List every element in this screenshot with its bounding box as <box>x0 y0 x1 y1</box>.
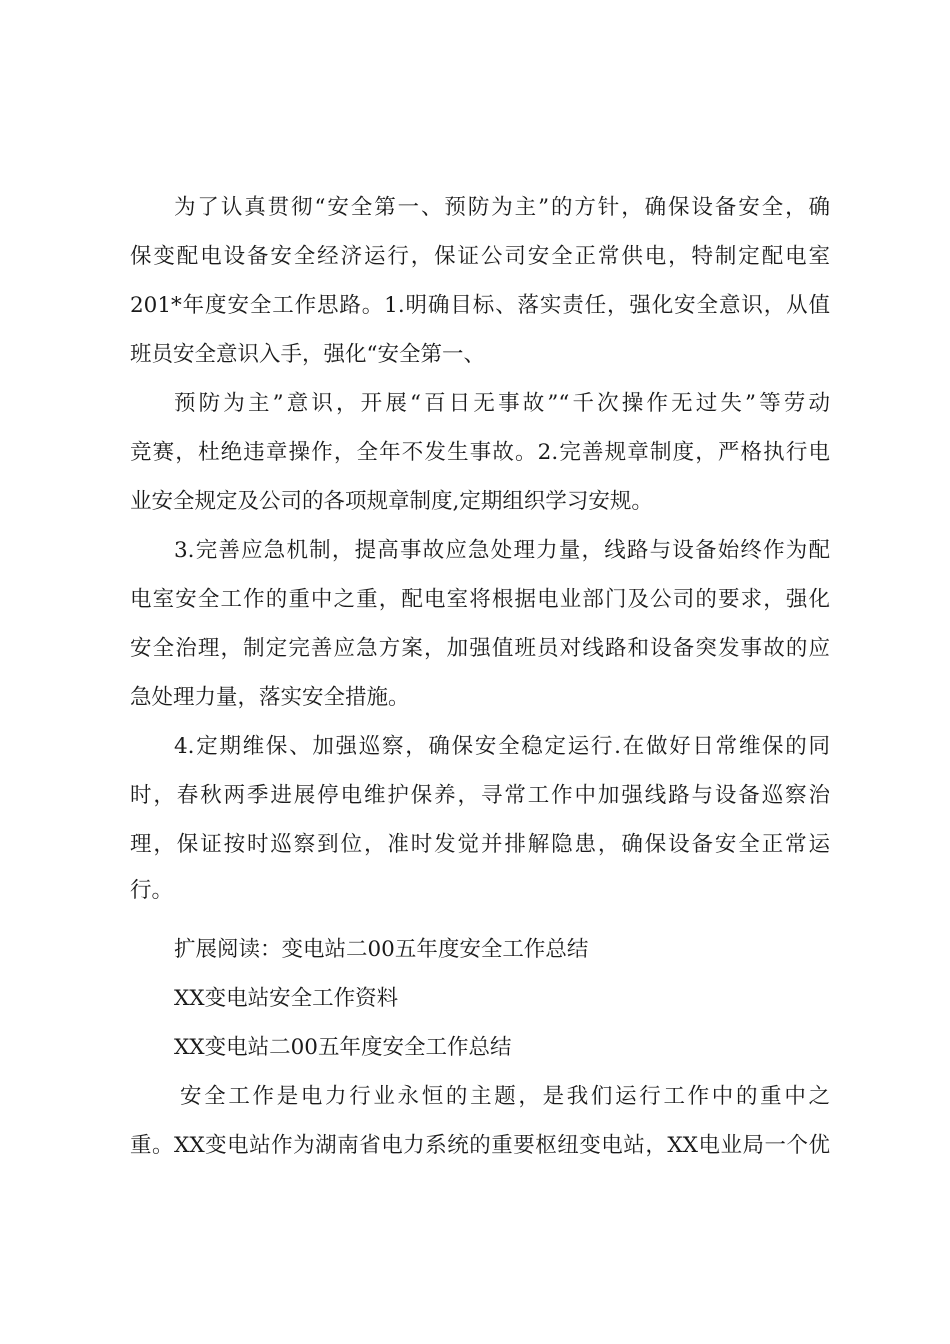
section-heading: XX变电站安全工作资料 <box>174 986 399 1011</box>
paragraph-line: 行。 <box>130 878 174 903</box>
paragraph-line: 理，保证按时巡察到位，准时发觉并排解隐患，确保设备安全正常运 <box>130 832 830 857</box>
paragraph-line: 预防为主”意识，开展“百日无事故”“千次操作无过失”等劳动 <box>174 391 830 416</box>
paragraph-line: 电室安全工作的重中之重，配电室将根据电业部门及公司的要求，强化 <box>130 587 830 612</box>
paragraph-line: 班员安全意识入手，强化“安全第一、 <box>130 342 485 367</box>
paragraph-line: 竞赛，杜绝违章操作，全年不发生事故。2.完善规章制度，严格执行电 <box>130 440 830 465</box>
paragraph-line: 为了认真贯彻“安全第一、预防为主”的方针，确保设备安全，确 <box>174 195 830 220</box>
paragraph-line: 业安全规定及公司的各项规章制度,定期组织学习安规。 <box>130 489 653 514</box>
extended-reading-line: 扩展阅读：变电站二00五年度安全工作总结 <box>174 937 589 962</box>
paragraph-line: 安全治理，制定完善应急方案，加强值班员对线路和设备突发事故的应 <box>130 636 830 661</box>
paragraph-line: 重。XX变电站作为湖南省电力系统的重要枢纽变电站，XX电业局一个优 <box>130 1133 830 1158</box>
paragraph-line: 3.完善应急机制，提高事故应急处理力量，线路与设备始终作为配 <box>174 538 830 563</box>
paragraph-line: 急处理力量，落实安全措施。 <box>130 685 410 710</box>
section-heading: XX变电站二00五年度安全工作总结 <box>174 1035 512 1060</box>
paragraph-line: 安全工作是电力行业永恒的主题，是我们运行工作中的重中之 <box>180 1084 830 1109</box>
paragraph-line: 4.定期维保、加强巡察，确保安全稳定运行.在做好日常维保的同 <box>174 734 830 759</box>
paragraph-line: 201*年度安全工作思路。1.明确目标、落实责任，强化安全意识，从值 <box>130 293 830 318</box>
paragraph-line: 时，春秋两季进展停电维护保养，寻常工作中加强线路与设备巡察治 <box>130 783 830 808</box>
paragraph-line: 保变配电设备安全经济运行，保证公司安全正常供电，特制定配电室 <box>130 244 830 269</box>
